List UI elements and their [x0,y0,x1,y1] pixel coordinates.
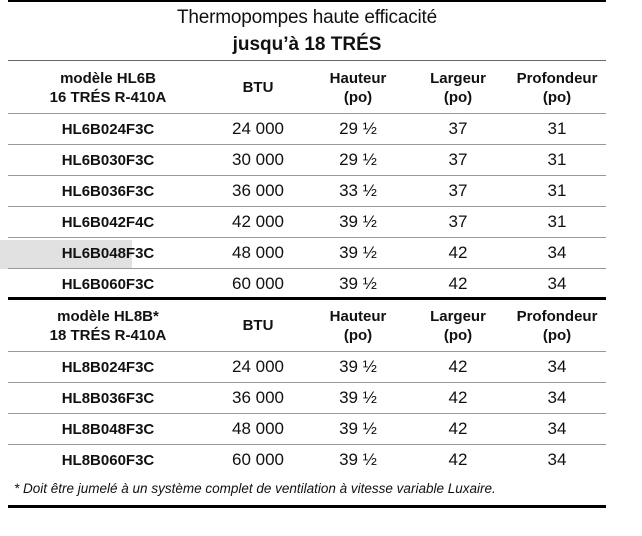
header-hauteur-line1: Hauteur [329,69,387,87]
cell-model: HL6B042F4C [8,207,208,238]
header-largeur [408,300,508,352]
header-profondeur-line1: Profondeur [516,69,598,87]
cell-btu: 48 000 [208,414,308,445]
cell-profondeur: 31 [508,207,606,238]
cell-btu: 24 000 [208,352,308,383]
table-row [8,114,606,145]
cell-largeur: 37 [408,145,508,176]
header-model-line1: modèle HL8B* [57,307,159,325]
cell-largeur: 42 [408,238,508,269]
table-row [8,176,606,207]
cell-hauteur: 39 ½ [308,207,408,238]
cell-profondeur: 34 [508,383,606,414]
title-divider [8,60,606,61]
cell-profondeur: 31 [508,176,606,207]
cell-btu: 42 000 [208,207,308,238]
header-profondeur-line2: (po) [542,326,572,344]
cell-hauteur: 39 ½ [308,352,408,383]
header-model-line2: 18 TRÉS R-410A [49,326,167,344]
table-row [8,352,606,383]
spec-table-hl6b [8,62,606,299]
header-largeur-line1: Largeur [430,69,486,87]
table-row [8,207,606,238]
cell-profondeur: 31 [508,114,606,145]
cell-profondeur: 34 [508,414,606,445]
cell-hauteur: 33 ½ [308,176,408,207]
table-header-row [8,62,606,114]
table-header-row [8,300,606,352]
header-hauteur-line1: Hauteur [329,307,387,325]
cell-largeur: 42 [408,414,508,445]
cell-btu: 36 000 [208,176,308,207]
cell-largeur: 42 [408,352,508,383]
header-largeur-line2: (po) [443,88,473,106]
cell-model: HL6B036F3C [8,176,208,207]
header-profondeur [508,62,606,114]
cell-hauteur: 39 ½ [308,383,408,414]
cell-hauteur: 39 ½ [339,450,377,469]
header-largeur-line2: (po) [443,326,473,344]
cell-hauteur: 39 ½ [308,238,408,269]
table-row [8,445,606,476]
cell-model: HL8B048F3C [8,414,208,445]
cell-profondeur: 34 [547,450,567,469]
cell-model: HL6B030F3C [8,145,208,176]
header-largeur-line1: Largeur [430,307,486,325]
cell-profondeur: 31 [508,145,606,176]
cell-btu: 36 000 [208,383,308,414]
page-title: Thermopompes haute efficacité [177,7,437,28]
header-profondeur-line1: Profondeur [516,307,598,325]
cell-btu: 30 000 [208,145,308,176]
bottom-rule [8,505,606,508]
cell-profondeur: 34 [508,352,606,383]
table-row [8,414,606,445]
footnote: * Doit être jumelé à un système complet de ventilation à vitesse variable Luxaire. [14,481,496,496]
cell-model: HL6B060F3C [61,275,155,293]
cell-model: HL6B024F3C [8,114,208,145]
table-row [8,145,606,176]
cell-model: HL8B024F3C [8,352,208,383]
header-hauteur-line2: (po) [343,88,373,106]
cell-profondeur: 34 [547,274,567,293]
header-hauteur [308,62,408,114]
header-model-line2: 16 TRÉS R-410A [49,88,167,106]
header-hauteur [308,300,408,352]
header-profondeur [508,300,606,352]
cell-largeur: 37 [408,176,508,207]
cell-model: HL8B036F3C [8,383,208,414]
header-btu: BTU [208,300,308,352]
header-profondeur-line2: (po) [542,88,572,106]
header-largeur [408,62,508,114]
cell-hauteur: 29 ½ [308,114,408,145]
cell-model: HL6B048F3C [8,238,208,269]
header-model-line1: modèle HL6B [60,69,156,87]
cell-largeur: 42 [408,383,508,414]
cell-largeur: 42 [448,450,468,469]
cell-largeur: 37 [408,114,508,145]
cell-hauteur: 39 ½ [339,274,377,293]
header-hauteur-line2: (po) [343,326,373,344]
cell-largeur: 42 [448,274,468,293]
cell-profondeur: 34 [508,238,606,269]
cell-btu: 24 000 [208,114,308,145]
top-rule [8,0,606,2]
spec-table-hl8b [8,300,606,475]
header-btu: BTU [208,62,308,114]
page-subtitle: jusqu’à 18 TRÉS [232,34,382,55]
table-row [8,238,606,269]
cell-largeur: 37 [408,207,508,238]
table-row [8,269,606,300]
cell-btu: 48 000 [208,238,308,269]
header-model [8,300,208,352]
header-model [8,62,208,114]
cell-hauteur: 29 ½ [308,145,408,176]
cell-btu: 60 000 [232,450,284,469]
cell-btu: 60 000 [232,274,284,293]
table-row [8,383,606,414]
cell-hauteur: 39 ½ [308,414,408,445]
cell-model: HL8B060F3C [61,451,155,469]
